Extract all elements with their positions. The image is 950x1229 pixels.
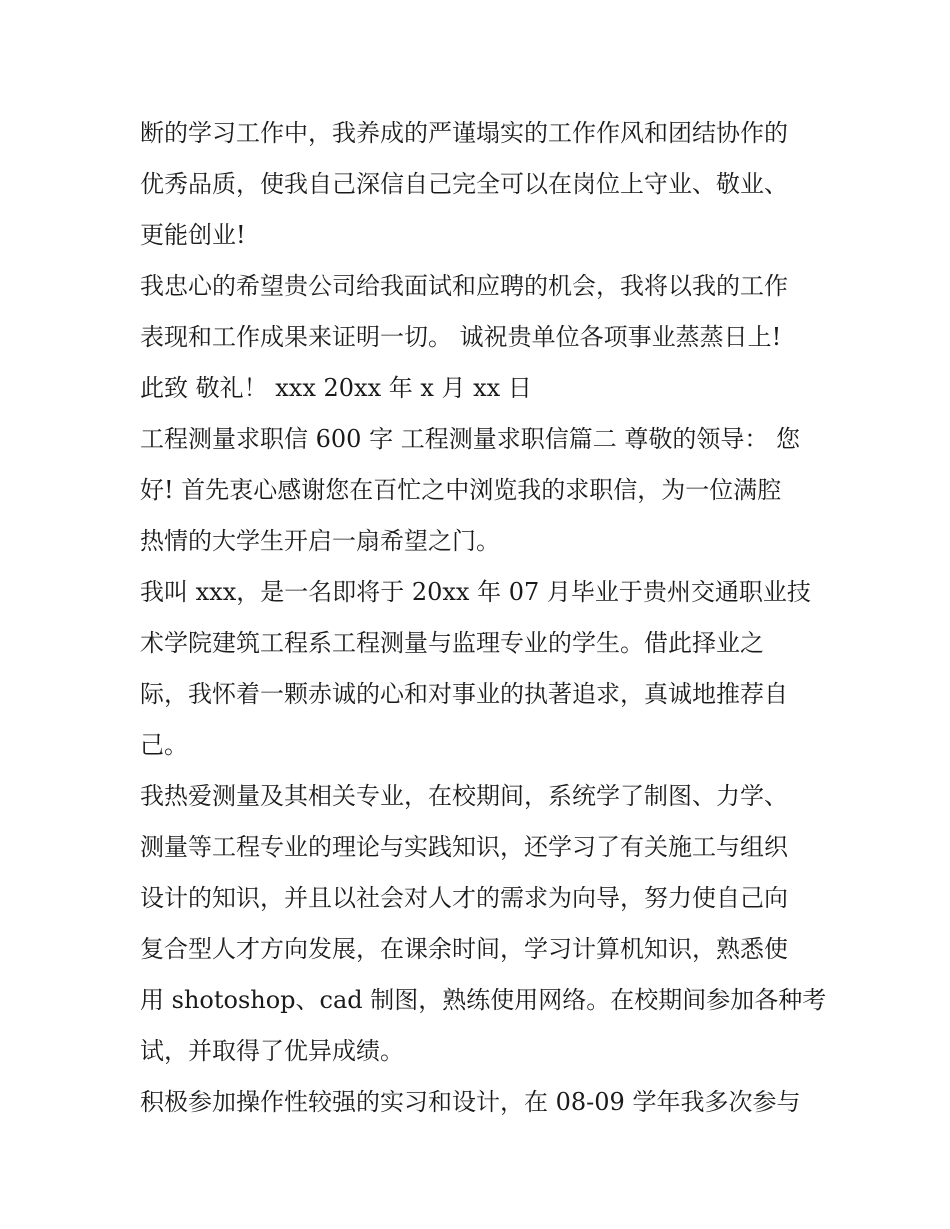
text-line: 复合型人才方向发展，在课余时间，学习计算机知识，熟悉使: [140, 935, 788, 963]
text-line: 际，我怀着一颗赤诚的心和对事业的执著追求，真诚地推荐自: [140, 680, 788, 708]
text-line: 优秀品质，使我自己深信自己完全可以在岗位上守业、敬业、: [140, 170, 788, 198]
text-line: 此致 敬礼！ xxx 20xx 年 x 月 xx 日: [140, 374, 532, 402]
text-line: 测量等工程专业的理论与实践知识，还学习了有关施工与组织: [140, 833, 788, 861]
text-line: 用 shotoshop、cad 制图，熟练使用网络。在校期间参加各种考: [140, 986, 827, 1014]
text-line: 设计的知识，并且以社会对人才的需求为向导，努力使自己向: [140, 884, 788, 912]
text-line: 积极参加操作性较强的实习和设计，在 08-09 学年我多次参与: [140, 1088, 801, 1116]
text-line: 己。: [140, 731, 188, 759]
text-line: 工程测量求职信 600 字 工程测量求职信篇二 尊敬的领导： 您: [140, 425, 800, 453]
text-line: 表现和工作成果来证明一切。 诚祝贵单位各项事业蒸蒸日上!: [140, 323, 782, 351]
letter-body: [140, 108, 827, 1128]
text-line: 热情的大学生开启一扇希望之门。: [140, 527, 500, 555]
text-line: 我热爱测量及其相关专业，在校期间，系统学了制图、力学、: [140, 782, 788, 810]
text-line: 术学院建筑工程系工程测量与监理专业的学生。借此择业之: [140, 629, 764, 657]
text-line: 好! 首先衷心感谢您在百忙之中浏览我的求职信，为一位满腔: [140, 476, 782, 504]
text-line: 我忠心的希望贵公司给我面试和应聘的机会，我将以我的工作: [140, 272, 788, 300]
text-line: 我叫 xxx，是一名即将于 20xx 年 07 月毕业于贵州交通职业技: [140, 578, 811, 606]
text-line: 试，并取得了优异成绩。: [140, 1037, 404, 1065]
text-line: 断的学习工作中，我养成的严谨塌实的工作作风和团结协作的: [140, 119, 788, 147]
text-line: 更能创业!: [140, 221, 246, 249]
